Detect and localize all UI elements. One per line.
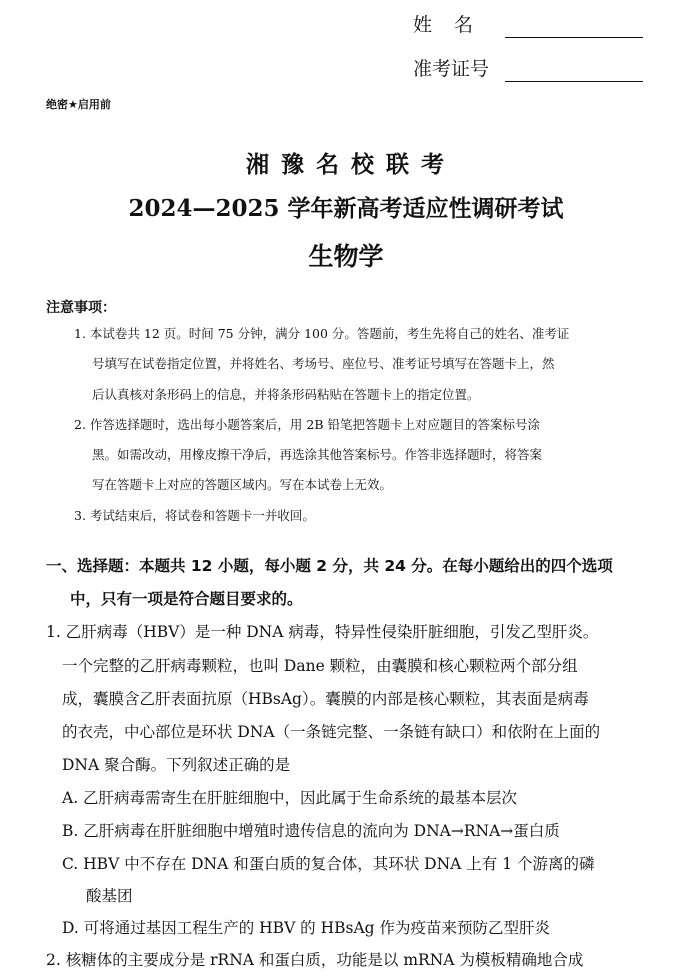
notice-line: 黑。如需改动，用橡皮擦干净后，再选涂其他答案标号。作答非选择题时，将答案: [92, 447, 543, 462]
name-label: 姓 名: [413, 14, 482, 36]
notice-heading: 注意事项：: [46, 300, 116, 316]
notice-line: 写在答题卡上对应的答题区域内。写在本试卷上无效。: [92, 477, 393, 492]
question-1-option-c-cont: 酸基团: [86, 887, 133, 905]
question-2-stem-line: 2. 核糖体的主要成分是 rRNA 和蛋白质，功能是以 mRNA 为模板精确地合成: [46, 951, 584, 969]
exam-title: 2024—2025 学年新高考适应性调研考试: [128, 195, 564, 222]
subject-title: 生物学: [308, 242, 384, 271]
notice-line: 后认真核对条形码上的信息，并将条形码粘贴在答题卡上的指定位置。: [92, 387, 480, 402]
section-heading: 一、选择题：本题共 12 小题，每小题 2 分，共 24 分。在每小题给出的四个选项: [46, 557, 613, 575]
confidential-mark: 绝密★启用前: [46, 98, 111, 111]
section-heading-cont: 中，只有一项是符合题目要求的。: [70, 590, 303, 608]
question-1-option-c: C. HBV 中不存在 DNA 和蛋白质的复合体，其环状 DNA 上有 1 个游离的磷: [62, 855, 595, 873]
name-input-line[interactable]: [505, 17, 643, 38]
question-1-stem-line: 一个完整的乙肝病毒颗粒，也叫 Dane 颗粒，由囊膜和核心颗粒两个部分组: [62, 657, 578, 675]
notice-line: 2. 作答选择题时，选出每小题答案后，用 2B 铅笔把答题卡上对应题目的答案标号涂: [74, 417, 540, 432]
exam-union-title: 湘 豫 名 校 联 考: [245, 151, 447, 178]
question-1-stem-line: 1. 乙肝病毒（HBV）是一种 DNA 病毒，特异性侵染肝脏细胞，引发乙型肝炎。: [46, 623, 599, 641]
question-1-option-b: B. 乙肝病毒在肝脏细胞中增殖时遗传信息的流向为 DNA→RNA→蛋白质: [62, 822, 560, 840]
question-1-stem-line: 成，囊膜含乙肝表面抗原（HBsAg）。囊膜的内部是核心颗粒，其表面是病毒: [62, 690, 589, 708]
exam-number-input-line[interactable]: [505, 61, 643, 82]
question-1-option-d: D. 可将通过基因工程生产的 HBV 的 HBsAg 作为疫苗来预防乙型肝炎: [62, 919, 551, 937]
exam-number-label: 准考证号: [413, 58, 490, 80]
name-field: [413, 12, 643, 38]
notice-line: 3. 考试结束后，将试卷和答题卡一并收回。: [74, 508, 315, 523]
question-1-stem-line: 的衣壳，中心部位是环状 DNA（一条链完整、一条链有缺口）和依附在上面的: [62, 723, 601, 741]
notice-line: 号填写在试卷指定位置，并将姓名、考场号、座位号、准考证号填写在答题卡上，然: [92, 356, 555, 371]
exam-number-field: [413, 56, 643, 82]
notice-line: 1. 本试卷共 12 页。时间 75 分钟，满分 100 分。答题前，考生先将自己的姓名、准考证: [74, 326, 570, 341]
question-1-stem-line: DNA 聚合酶。下列叙述正确的是: [62, 756, 291, 774]
question-1-option-a: A. 乙肝病毒需寄生在肝脏细胞中，因此属于生命系统的最基本层次: [62, 789, 518, 807]
